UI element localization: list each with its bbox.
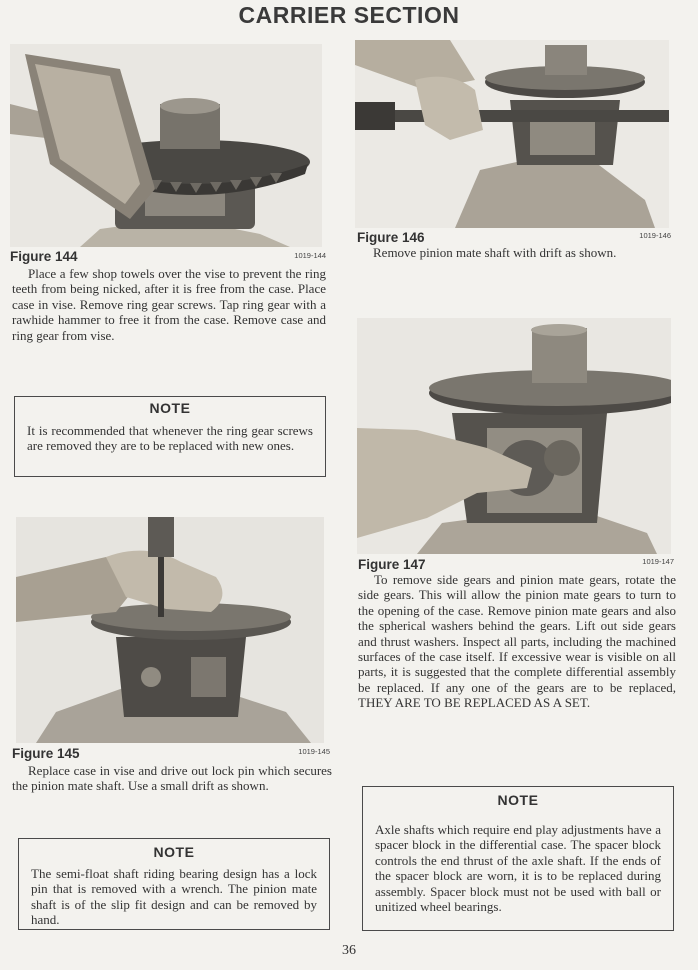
figure-146-illustration [355,40,669,228]
figure-145-caption: Replace case in vise and drive out lock pin which secures the pinion mate shaft. Use a small drift as shown. [12,763,332,794]
figure-146-code: 1019-146 [639,231,671,240]
figure-145-label: Figure 145 [12,746,80,761]
figure-147-label: Figure 147 [358,557,426,572]
figure-144-illustration [10,44,322,247]
note-title: NOTE [149,400,191,416]
figure-145-photo [16,517,324,743]
note-text: The semi-float shaft riding bearing design has a lock pin that is removed with a wrench. The pinion mate shaft is of the slip fit design and can be removed by hand. [31,866,317,928]
figure-146-photo [355,40,669,228]
figure-144-code: 1019-144 [294,251,326,260]
figure-145-code: 1019-145 [298,747,330,756]
note-title: NOTE [497,792,539,808]
page-number: 36 [342,943,356,958]
note-box-ring-gear-screws [14,396,326,477]
figure-146-label: Figure 146 [357,230,425,245]
figure-144-caption: Place a few shop towels over the vise to prevent the ring teeth from being nicked, after it is free from the case. Place case in vise. Remove ring gear screws. Tap ring gear with a rawhide hammer to free it from the case. Remove case and ring gear from vise. [12,266,326,343]
figure-144-photo [10,44,322,247]
note-title: NOTE [153,844,195,860]
note-box-lock-pin [18,838,330,930]
figure-147-caption: To remove side gears and pinion mate gears, rotate the side gears. This will allow the pinion mate gears to turn to the opening of the case. Remove pinion mate gears and also the spherical washers behind the gears. Lift out side gears and thrust washers. Inspect all parts, including the machined surfaces of the case itself. If excessive wear is visible on all parts, it is suggested that the complete differential assembly be replaced. If any one of the gears are to be replaced, THEY ARE TO BE REPLACED AS A SET. [358,572,676,711]
figure-144-label: Figure 144 [10,249,78,264]
note-text: Axle shafts which require end play adjustments have a spacer block in the differential case. The spacer block controls the end thrust of the axle shaft. If the ends of the spacer block are worn, it is to be replaced during assembly. Spacer block must not be used with ball or unitized wheel bearings. [375,822,661,915]
figure-147-illustration [357,318,671,554]
figure-146-caption: Remove pinion mate shaft with drift as shown. [373,245,617,260]
note-box-axle-shafts [362,786,674,931]
page-title: CARRIER SECTION [238,2,460,28]
figure-147-photo [357,318,671,554]
note-text: It is recommended that whenever the ring gear screws are removed they are to be replaced with new ones. [27,423,313,454]
figure-145-illustration [16,517,324,743]
figure-147-code: 1019-147 [642,557,674,566]
